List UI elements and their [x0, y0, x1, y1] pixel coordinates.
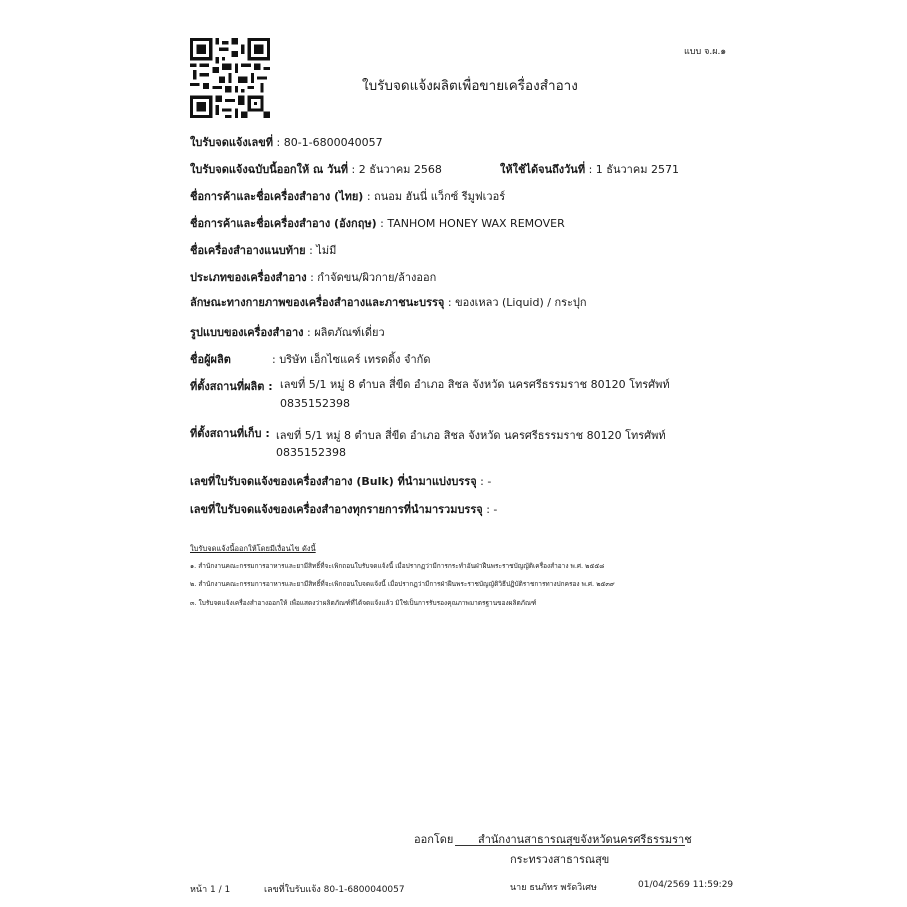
valid-until-label: ให้ใช้ได้จนถึงวันที่ [500, 163, 586, 176]
cosmetic-type-label: ประเภทของเครื่องสำอาง [190, 271, 307, 284]
trade-name-english-label: ชื่อการค้าและชื่อเครื่องสำอาง (อังกฤษ) [190, 217, 377, 230]
conditions-heading: ใบรับจดแจ้งนี้ออกให้โดยมีเงื่อนไข ดังนี้ [190, 544, 316, 553]
page-title: ใบรับจดแจ้งผลิตเพื่อขายเครื่องสำอาง [362, 78, 578, 94]
officer-name: นาย ธนภัทร พรัดวิเศษ [510, 883, 597, 893]
cosmetic-type-value: : กำจัดขน/ผิวกาย/ล้างออก [306, 271, 437, 284]
registration-number-value: : 80-1-6800040057 [273, 136, 383, 149]
manufacturer-label: ชื่อผู้ผลิต [190, 353, 231, 366]
product-form-label: รูปแบบของเครื่องสำอาง [190, 326, 304, 339]
physical-form-label: ลักษณะทางกายภาพของเครื่องสำอางและภาชนะบรรจุ [190, 296, 445, 309]
combined-registration-row [190, 500, 497, 518]
footer-registration-ref: เลขที่ใบรับแจ้ง 80-1-6800040057 [264, 885, 405, 895]
issue-date-value: : 2 ธันวาคม 2568 [348, 163, 442, 176]
valid-until-value: : 1 ธันวาคม 2571 [585, 163, 679, 176]
valid-until-row [500, 160, 679, 178]
storage-address-label: ที่ตั้งสถานที่เก็บ : [190, 427, 270, 440]
factory-address-line2: 0835152398 [280, 397, 350, 410]
issued-by-label: ออกโดย [414, 833, 454, 846]
bulk-registration-label: เลขที่ใบรับจดแจ้งของเครื่องสำอาง (Bulk) ที่นำมาแบ่งบรรจุ [190, 475, 477, 488]
annex-name-row [190, 241, 336, 259]
annex-name-label: ชื่อเครื่องสำอางแนบท้าย [190, 244, 306, 257]
physical-form-row [190, 293, 587, 311]
bulk-registration-row [190, 472, 491, 490]
storage-address-line2: 0835152398 [276, 446, 346, 459]
print-timestamp: 01/04/2569 11:59:29 [638, 880, 734, 890]
trade-name-thai-label: ชื่อการค้าและชื่อเครื่องสำอาง (ไทย) [190, 190, 364, 203]
issuing-ministry: กระทรวงสาธารณสุข [510, 853, 610, 866]
physical-form-value: : ของเหลว (Liquid) / กระปุก [444, 296, 587, 309]
storage-address-line1: เลขที่ 5/1 หมู่ 8 ตำบล สี่ขีด อำเภอ สิชล จังหวัด นครศรีธรรมราช 80120 โทรศัพท์ [276, 429, 666, 442]
bulk-registration-value: : - [476, 475, 492, 488]
condition-item-2: ๒. สำนักงานคณะกรรมการอาหารและยามีสิทธิ์ที่จะเพิกถอนใบจดแจ้งนี้ เมื่อปรากฏว่ามีการฝ่าฝืนพระราชบัญญัติวิธีปฏิบัติราชการทางปกครอง พ.ศ. ๒๕๓๙ [190, 580, 615, 588]
combined-registration-value: : - [482, 503, 498, 516]
registration-number-row [190, 133, 383, 151]
annex-name-value: : ไม่มี [305, 244, 337, 257]
trade-name-thai-value: : ถนอม ฮันนี่ แว็กซ์ รีมูฟเวอร์ [363, 190, 506, 203]
product-form-row [190, 323, 385, 341]
issue-date-label: ใบรับจดแจ้งฉบับนี้ออกให้ ณ วันที่ [190, 163, 349, 176]
condition-item-3: ๓. ใบรับจดแจ้งเครื่องสำอางออกให้ เพื่อแสดงว่าผลิตภัณฑ์ที่ได้จดแจ้งแล้ว มิใช่เป็นการรับรองคุณภาพมาตรฐานของผลิตภัณฑ์ [190, 599, 537, 607]
manufacturer-value: : บริษัท เอ็กไซแคร์ เทรดดิ้ง จำกัด [272, 353, 431, 366]
issue-date-row [190, 160, 442, 178]
form-code: แบบ จ.ผ.๑ [684, 47, 727, 57]
condition-item-1: ๑. สำนักงานคณะกรรมการอาหารและยามีสิทธิ์ที่จะเพิกถอนใบรับจดแจ้งนี้ เมื่อปรากฏว่ามีการกระทำอันฝ่าฝืนพระราชบัญญัติเครื่องสำอาง พ.ศ. ๒๕๕๘ [190, 562, 605, 570]
trade-name-thai-row [190, 187, 505, 205]
issuer-underline [455, 845, 685, 846]
factory-address-label: ที่ตั้งสถานที่ผลิต : [190, 380, 273, 393]
product-form-value: : ผลิตภัณฑ์เดี่ยว [303, 326, 385, 339]
manufacturer-row [190, 350, 430, 368]
trade-name-english-value: : TANHOM HONEY WAX REMOVER [376, 217, 565, 230]
qr-code-icon [190, 38, 270, 118]
factory-address-line1: เลขที่ 5/1 หมู่ 8 ตำบล สี่ขีด อำเภอ สิชล จังหวัด นครศรีธรรมราช 80120 โทรศัพท์ [280, 378, 670, 391]
trade-name-english-row [190, 214, 565, 232]
page-number: หน้า 1 / 1 [190, 885, 231, 895]
cosmetic-type-row [190, 268, 436, 286]
issuing-office: สำนักงานสาธารณสุขจังหวัดนครศรีธรรมราช [478, 833, 692, 846]
registration-number-label: ใบรับจดแจ้งเลขที่ [190, 136, 274, 149]
combined-registration-label: เลขที่ใบรับจดแจ้งของเครื่องสำอางทุกรายการที่นำมารวมบรรจุ [190, 503, 483, 516]
